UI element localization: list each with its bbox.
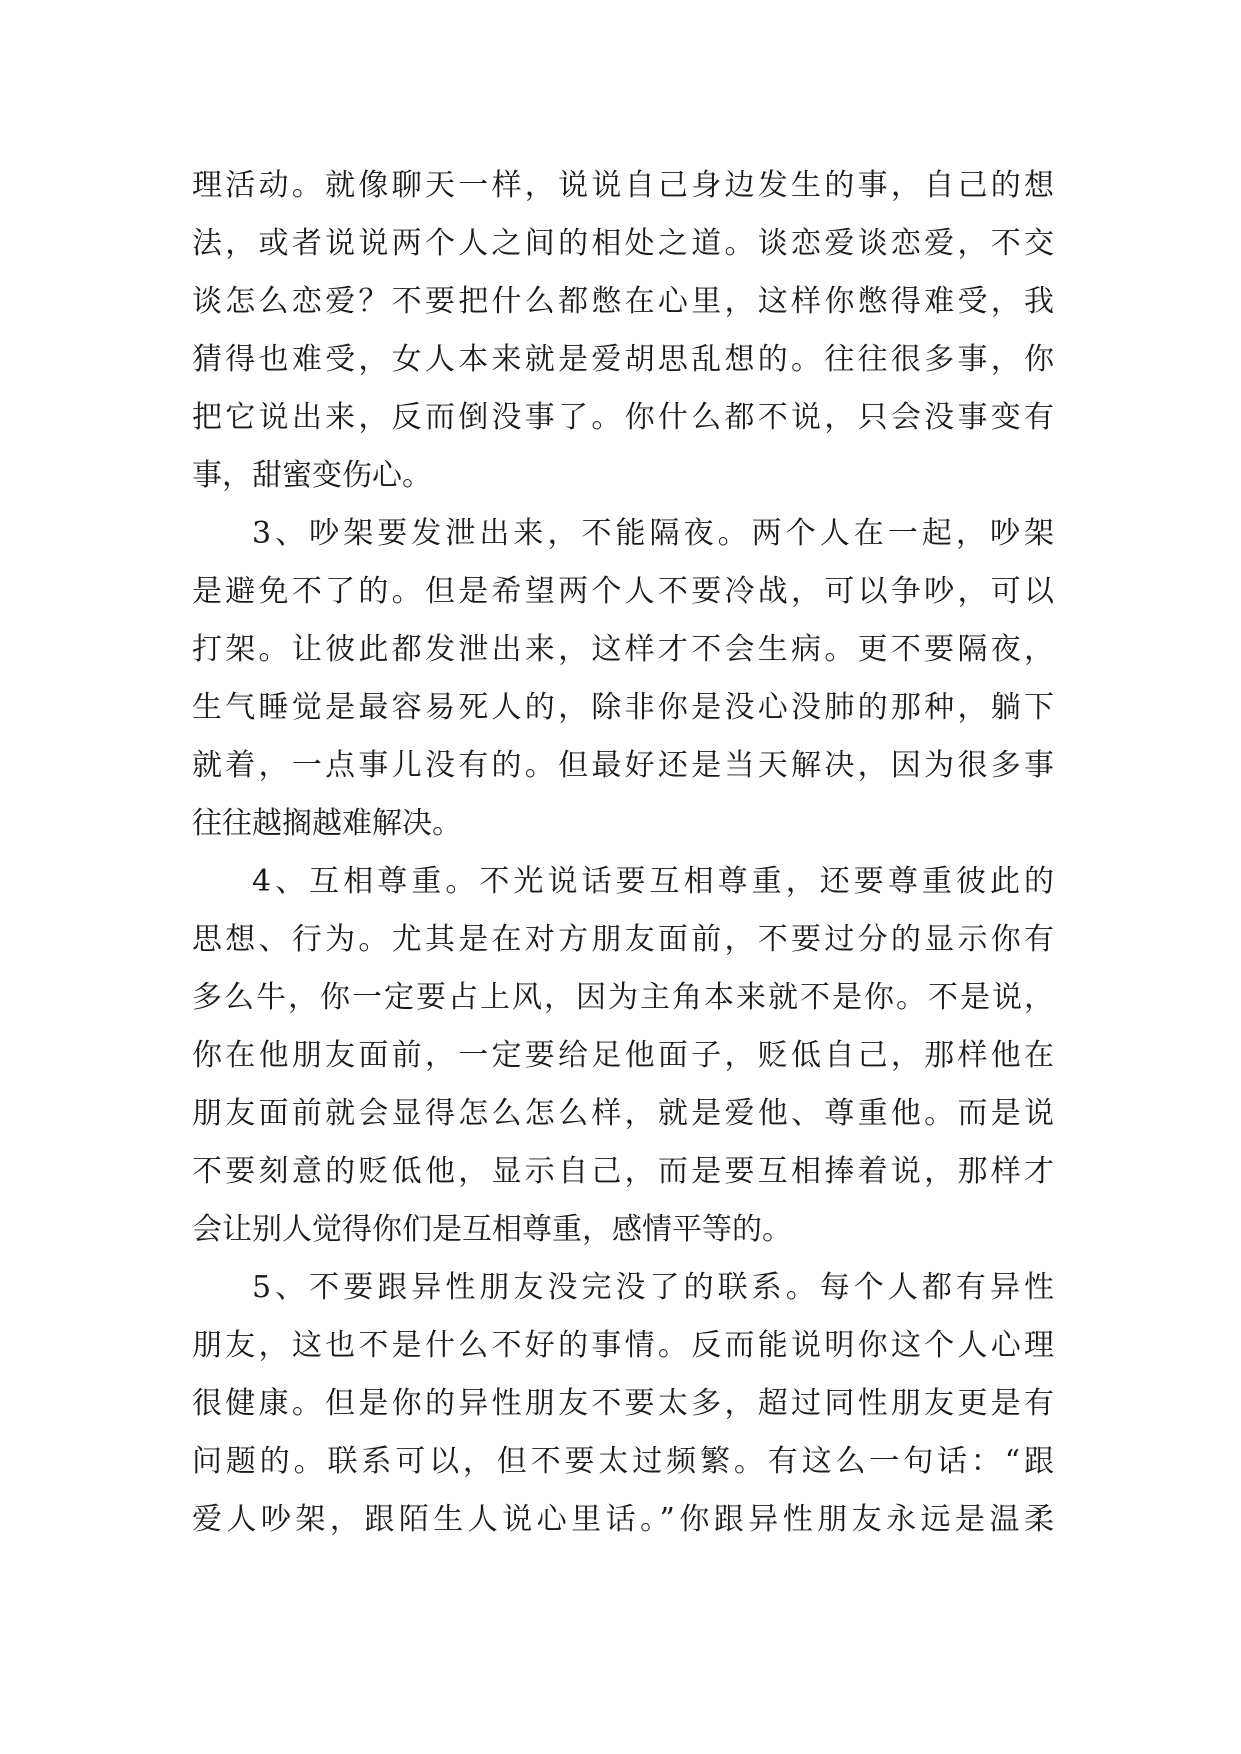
text-line: 多么牛，你一定要占上风，因为主角本来就不是你。不是说， bbox=[192, 980, 1054, 1015]
text-line: 问题的。联系可以，但不要太过频繁。有这么一句话：“跟 bbox=[192, 1444, 1054, 1479]
text-line: 很健康。但是你的异性朋友不要太多，超过同性朋友更是有 bbox=[192, 1386, 1054, 1421]
text-line: 往往越搁越难解决。 bbox=[192, 806, 462, 841]
text-line: 朋友，这也不是什么不好的事情。反而能说明你这个人心理 bbox=[192, 1328, 1054, 1363]
text-line: 思想、行为。尤其是在对方朋友面前，不要过分的显示你有 bbox=[192, 922, 1054, 957]
text-line: 是避免不了的。但是希望两个人不要冷战，可以争吵，可以 bbox=[192, 574, 1054, 609]
paragraph-start-line: 4、互相尊重。不光说话要互相尊重，还要尊重彼此的 bbox=[252, 864, 1054, 899]
text-line: 猜得也难受，女人本来就是爱胡思乱想的。往往很多事，你 bbox=[192, 342, 1054, 377]
paragraph-start-line: 3、吵架要发泄出来，不能隔夜。两个人在一起，吵架 bbox=[252, 516, 1054, 551]
text-line: 会让别人觉得你们是互相尊重，感情平等的。 bbox=[192, 1212, 792, 1247]
text-line: 生气睡觉是最容易死人的，除非你是没心没肺的那种，躺下 bbox=[192, 690, 1054, 725]
text-line: 朋友面前就会显得怎么怎么样，就是爱他、尊重他。而是说 bbox=[192, 1096, 1054, 1131]
text-line: 把它说出来，反而倒没事了。你什么都不说，只会没事变有 bbox=[192, 400, 1054, 435]
text-line: 打架。让彼此都发泄出来，这样才不会生病。更不要隔夜， bbox=[192, 632, 1054, 667]
text-line: 不要刻意的贬低他，显示自己，而是要互相捧着说，那样才 bbox=[192, 1154, 1054, 1189]
text-line: 爱人吵架，跟陌生人说心里话。”你跟异性朋友永远是温柔 bbox=[192, 1502, 1054, 1537]
paragraph-start-line: 5、不要跟异性朋友没完没了的联系。每个人都有异性 bbox=[252, 1270, 1054, 1305]
text-line: 法，或者说说两个人之间的相处之道。谈恋爱谈恋爱，不交 bbox=[192, 226, 1054, 261]
body-text bbox=[192, 157, 1054, 1549]
text-line: 事，甜蜜变伤心。 bbox=[192, 458, 432, 493]
text-line: 就着，一点事儿没有的。但最好还是当天解决，因为很多事 bbox=[192, 748, 1054, 783]
text-line: 你在他朋友面前，一定要给足他面子，贬低自己，那样他在 bbox=[192, 1038, 1054, 1073]
text-line: 谈怎么恋爱？不要把什么都憋在心里，这样你憋得难受，我 bbox=[192, 284, 1054, 319]
text-line: 理活动。就像聊天一样，说说自己身边发生的事，自己的想 bbox=[192, 168, 1054, 203]
